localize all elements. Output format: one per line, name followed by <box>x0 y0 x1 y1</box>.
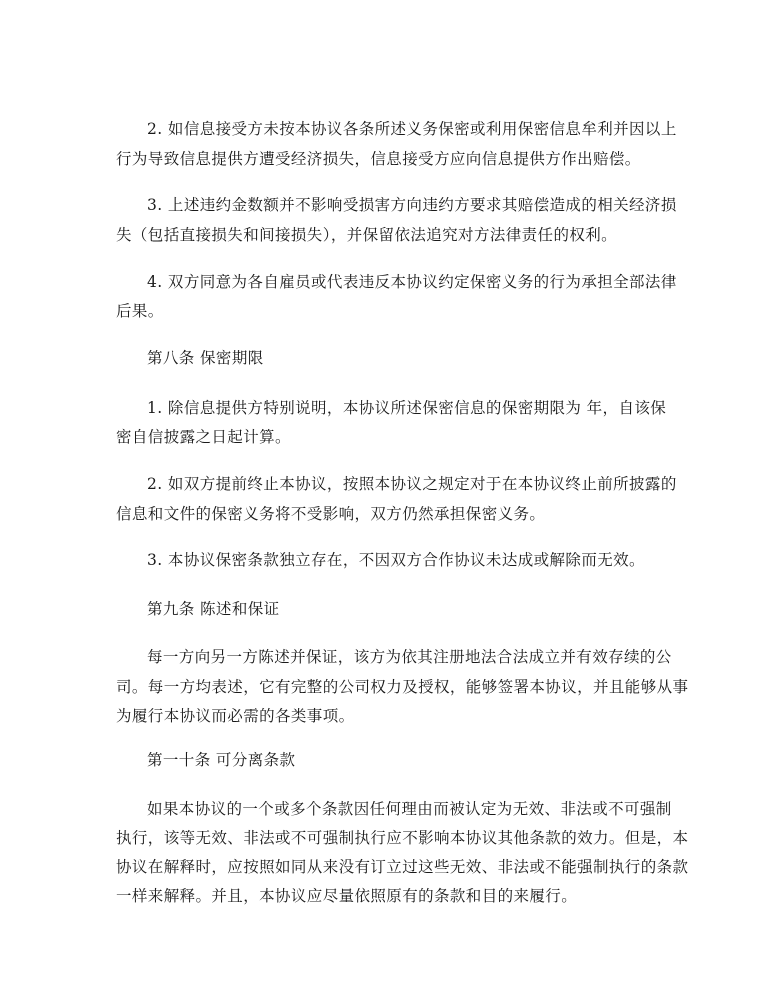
clause8-item3-line1: 3. 本协议保密条款独立存在，不因双方合作协议未达成或解除而无效。 <box>147 551 645 569</box>
clause8-item2-line1: 2. 如双方提前终止本协议，按照本协议之规定对于在本协议终止前所披露的 <box>147 475 677 493</box>
clause9-para-line2: 司。每一方均表述，它有完整的公司权力及授权，能够签署本协议，并且能够从事 <box>116 678 689 696</box>
clause10-para-line3: 协议在解释时，应按照如同从来没有订立过这些无效、非法或不能强制执行的条款 <box>116 858 689 876</box>
clause10-para-line1: 如果本协议的一个或多个条款因任何理由而被认定为无效、非法或不可强制 <box>147 800 672 818</box>
clause7-item3-line1: 3. 上述违约金数额并不影响受损害方向违约方要求其赔偿造成的相关经济损 <box>147 196 677 214</box>
clause7-item4-line1: 4. 双方同意为各自雇员或代表违反本协议约定保密义务的行为承担全部法律 <box>147 273 677 291</box>
clause10-para-line2: 执行，该等无效、非法或不可强制执行应不影响本协议其他条款的效力。但是，本 <box>116 829 689 847</box>
clause7-item3-line2: 失（包括直接损失和间接损失），并保留依法追究对方法律责任的权利。 <box>116 226 618 244</box>
clause7-item4-line2: 后果。 <box>116 302 164 320</box>
clause8-heading: 第八条 保密期限 <box>147 349 264 367</box>
clause8-item2-line2: 信息和文件的保密义务将不受影响，双方仍然承担保密义务。 <box>116 505 546 523</box>
clause8-item1-line1: 1. 除信息提供方特别说明，本协议所述保密信息的保密期限为 年，自该保 <box>147 399 667 417</box>
clause7-item2-line1: 2. 如信息接受方未按本协议各条所述义务保密或利用保密信息牟利并因以上 <box>147 120 677 138</box>
clause7-item2-line2: 行为导致信息提供方遭受经济损失，信息接受方应向信息提供方作出赔偿。 <box>116 150 641 168</box>
clause8-item1-line2: 密自信披露之日起计算。 <box>116 428 291 446</box>
clause9-heading: 第九条 陈述和保证 <box>147 600 280 618</box>
clause10-heading: 第一十条 可分离条款 <box>147 751 296 769</box>
clause10-para-line4: 一样来解释。并且，本协议应尽量依照原有的条款和目的来履行。 <box>116 887 578 905</box>
clause9-para-line3: 为履行本协议而必需的各类事项。 <box>116 707 355 725</box>
clause9-para-line1: 每一方向另一方陈述并保证，该方为依其注册地法合法成立并有效存续的公 <box>147 648 672 666</box>
